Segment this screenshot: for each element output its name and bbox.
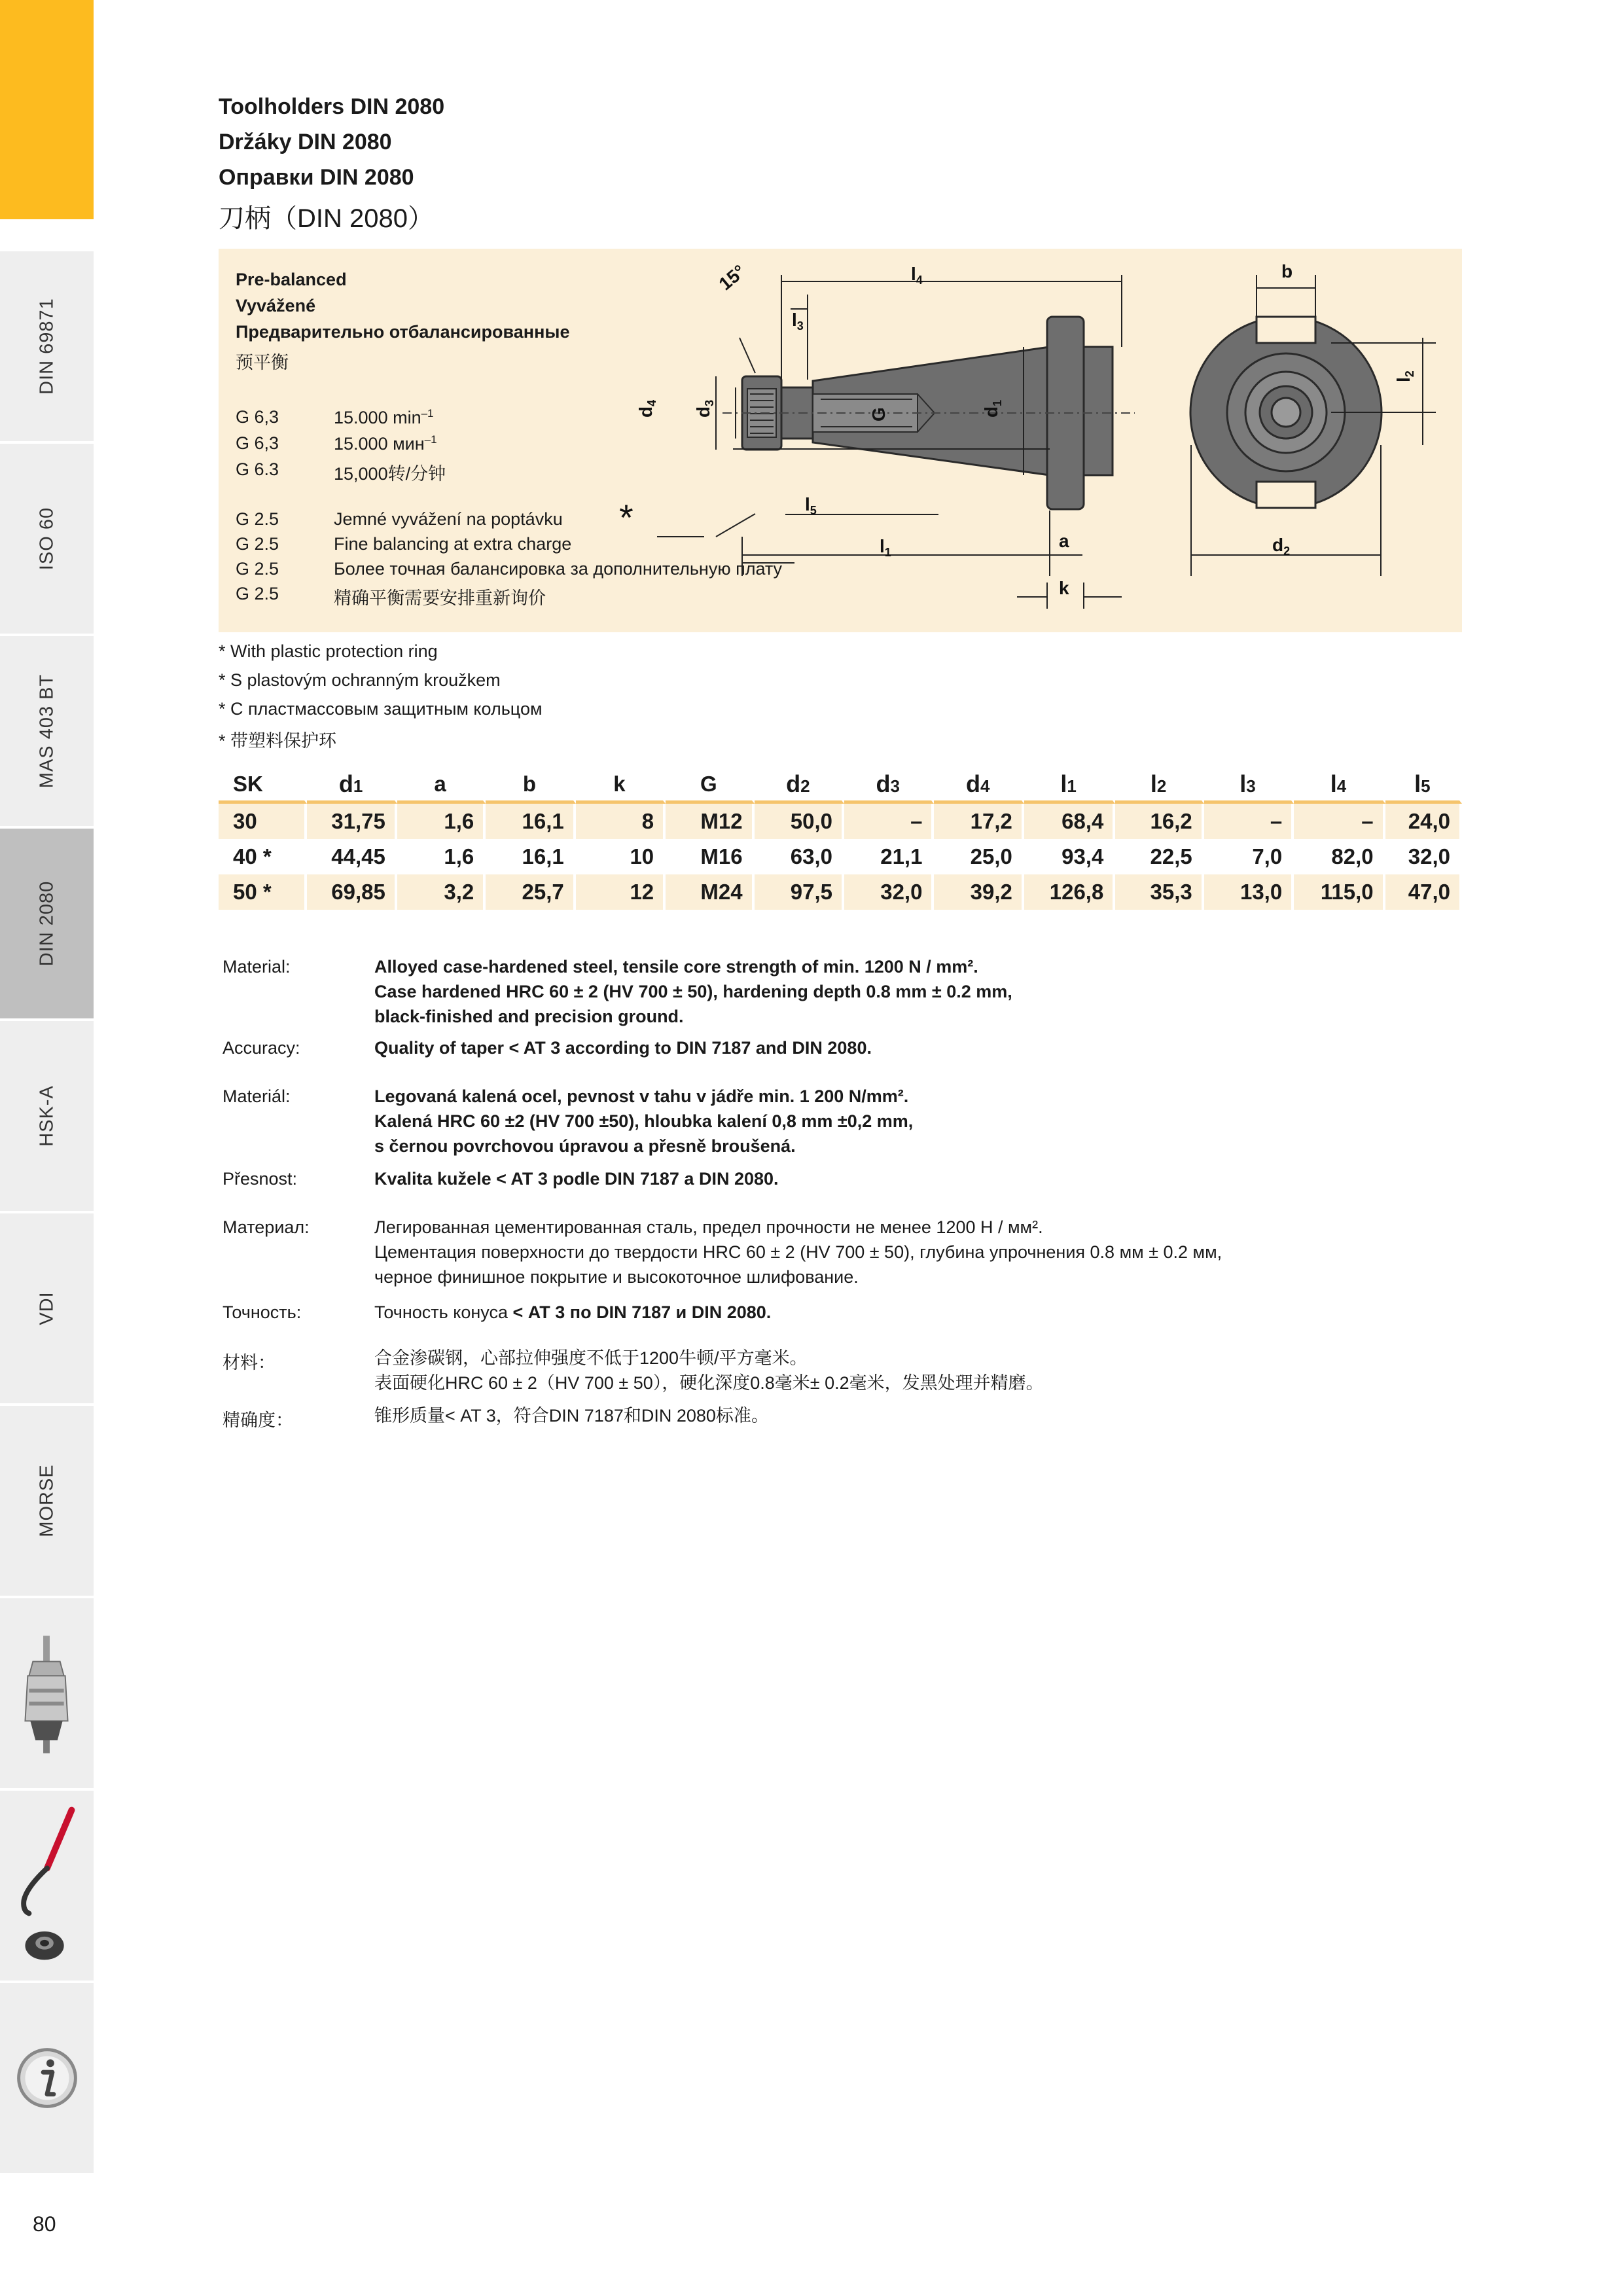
- svg-text:l2: $l_2$: [1393, 370, 1416, 382]
- table-cell: 50 *: [219, 874, 307, 910]
- col-header-d3: d3: [844, 767, 934, 804]
- sidebar-accent-block: [0, 0, 94, 219]
- col-header-l2: l2: [1115, 767, 1204, 804]
- svg-text:l4: $l_4$: [911, 264, 923, 287]
- table-cell: 63,0: [755, 839, 844, 874]
- g25-grade: G 2.5: [236, 509, 279, 529]
- sidebar-tab-wrench[interactable]: [0, 1788, 94, 1981]
- col-header-b: b: [486, 767, 575, 804]
- page-title-ru: Оправки DIN 2080: [219, 165, 414, 190]
- table-cell: 115,0: [1294, 874, 1385, 910]
- toolholder-drawing: [219, 249, 1462, 632]
- svg-text:15°: 15°: [715, 260, 749, 295]
- svg-text:l1: $l_1$: [880, 536, 891, 559]
- col-header-d4: d4: [934, 767, 1024, 804]
- sidebar-tab-info[interactable]: [0, 1981, 94, 2173]
- table-cell: 22,5: [1115, 839, 1204, 874]
- table-header-row: [219, 767, 1462, 804]
- accuracy-label-zh: 精确度：: [223, 1410, 293, 1430]
- g63-speed: 15,000转/分钟: [334, 464, 446, 484]
- accuracy-label-cz: Přesnost:: [223, 1169, 298, 1189]
- table-cell: –: [844, 804, 934, 839]
- sidebar-tab-iso-60[interactable]: [0, 441, 94, 634]
- table-cell: 39,2: [934, 874, 1024, 910]
- material-label-en: Material:: [223, 957, 291, 977]
- g63-grade: G 6.3: [236, 459, 279, 479]
- col-header-d1: d1: [307, 767, 397, 804]
- sidebar-tab-label: MORSE: [36, 1464, 57, 1537]
- info-panel: [219, 249, 1462, 632]
- prebalanced-zh: 预平衡: [236, 353, 289, 372]
- svg-text:*: *: [619, 497, 633, 538]
- material-text-zh: 合金渗碳钢，心部拉伸强度不低于1200牛顿/平方毫米。 表面硬化HRC 60 ± 2（HV 700 ± 50），硬化深度0.8毫米± 0.2毫米，发黑处理并精磨。: [374, 1348, 1044, 1393]
- accuracy-text-zh: 锥形质量< AT 3，符合DIN 7187和DIN 2080标准。: [374, 1406, 769, 1426]
- table-cell: –: [1294, 804, 1385, 839]
- table-cell: 97,5: [755, 874, 844, 910]
- material-label-ru: Материал:: [223, 1217, 310, 1237]
- table-cell: 44,45: [307, 839, 397, 874]
- sidebar-tab-label: VDI: [36, 1291, 57, 1325]
- accuracy-text-en: Quality of taper < AT 3 according to DIN 7187 and DIN 2080.: [374, 1038, 872, 1058]
- g25-grade: G 2.5: [236, 584, 279, 603]
- table-cell: 24,0: [1385, 804, 1462, 839]
- table-cell: M12: [666, 804, 754, 839]
- sidebar-tab-label: ISO 60: [36, 507, 57, 571]
- accuracy-text-ru: Точность конуса < AT 3 по DIN 7187 и DIN 2080.: [374, 1302, 772, 1322]
- accuracy-text-cz: Kvalita kužele < AT 3 podle DIN 7187 a DIN 2080.: [374, 1169, 779, 1189]
- footnote-cz: * S plastovým ochranným kroužkem: [219, 670, 501, 690]
- g63-speed: 15.000 мин$^{-1}$: [334, 433, 437, 454]
- info-icon: [0, 1983, 94, 2173]
- col-header-l3: l3: [1204, 767, 1294, 804]
- material-text-en: Alloyed case-hardened steel, tensile core strength of min. 1200 N / mm². Case hardened HRC 60 ± 2 (HV 700 ± 50), hardening depth 0.8 mm ± 0.2 mm, black-finished and precision ground.: [374, 957, 1012, 1026]
- table-cell: 30: [219, 804, 307, 839]
- material-label-cz: Materiál:: [223, 1086, 291, 1106]
- table-cell: –: [1204, 804, 1294, 839]
- g63-speed: 15.000 $\min^{-1}$: [334, 407, 434, 427]
- table-row: [219, 804, 1462, 839]
- table-cell: 50,0: [755, 804, 844, 839]
- g25-text: Более точная балансировка за дополнительную плату: [334, 559, 783, 579]
- material-text-cz: Legovaná kalená ocel, pevnost v tahu v jádře min. 1 200 N/mm². Kalená HRC 60 ±2 (HV 700 ±50), hloubka kalení 0,8 mm ±0,2 mm, s černou povrchovou úpravou a přesně broušená.: [374, 1086, 914, 1156]
- table-cell: 68,4: [1024, 804, 1115, 839]
- sidebar-tab-din-2080[interactable]: [0, 826, 94, 1018]
- table-cell: 93,4: [1024, 839, 1115, 874]
- table-cell: 8: [576, 804, 666, 839]
- table-cell: 25,0: [934, 839, 1024, 874]
- col-header-l4: l4: [1294, 767, 1385, 804]
- col-header-k: k: [576, 767, 666, 804]
- footnote-zh: * 带塑料保护环: [219, 731, 337, 751]
- accuracy-label-en: Accuracy:: [223, 1038, 300, 1058]
- g63-grade: G 6,3: [236, 407, 279, 427]
- col-header-l1: l1: [1024, 767, 1115, 804]
- table-row: [219, 839, 1462, 874]
- sidebar-tab-morse[interactable]: [0, 1403, 94, 1596]
- svg-text:d3: $d_3$: [693, 399, 716, 418]
- table-cell: 12: [576, 874, 666, 910]
- table-cell: 21,1: [844, 839, 934, 874]
- sidebar-tab-label: HSK-A: [36, 1085, 57, 1147]
- table-cell: 25,7: [486, 874, 575, 910]
- g25-text: 精确平衡需要安排重新询价: [334, 588, 546, 608]
- g25-grade: G 2.5: [236, 559, 279, 579]
- table-cell: 16,2: [1115, 804, 1204, 839]
- g63-grade: G 6,3: [236, 433, 279, 453]
- svg-text:a: a: [1059, 531, 1069, 551]
- hook-wrench-icon: [0, 1791, 94, 1981]
- col-header-d2: d2: [755, 767, 844, 804]
- sidebar-tab-drill-chuck[interactable]: [0, 1596, 94, 1788]
- svg-text:G: G: [868, 407, 889, 422]
- sidebar-tab-vdi[interactable]: [0, 1211, 94, 1403]
- page-title-en: Toolholders DIN 2080: [219, 94, 445, 119]
- svg-text:d1: $d_1$: [981, 399, 1004, 418]
- table-cell: 40 *: [219, 839, 307, 874]
- page-number: 80: [33, 2212, 56, 2236]
- sidebar-tab-din-69871[interactable]: [0, 249, 94, 441]
- prebalanced-cz: Vyvážené: [236, 296, 316, 315]
- table-cell: 1,6: [397, 839, 486, 874]
- table-cell: 31,75: [307, 804, 397, 839]
- svg-text:d2: $d_2$: [1272, 535, 1291, 558]
- g25-text: Jemné vyvážení na poptávku: [334, 509, 563, 529]
- table-row: [219, 874, 1462, 910]
- footnote-ru: * С пластмассовым защитным кольцом: [219, 699, 543, 719]
- table-cell: 10: [576, 839, 666, 874]
- sidebar-tab-label: DIN 69871: [36, 298, 57, 395]
- table-cell: 13,0: [1204, 874, 1294, 910]
- col-header-sk: SK: [219, 767, 307, 804]
- sidebar-tab-label: DIN 2080: [36, 880, 57, 967]
- footnote-en: * With plastic protection ring: [219, 641, 438, 661]
- table-cell: 7,0: [1204, 839, 1294, 874]
- page-title-cz: Držáky DIN 2080: [219, 130, 392, 154]
- svg-text:d4: $d_4$: [635, 399, 658, 418]
- svg-text:b: b: [1281, 261, 1293, 281]
- table-cell: 47,0: [1385, 874, 1462, 910]
- page-title-zh: 刀柄（DIN 2080）: [219, 204, 434, 233]
- material-label-zh: 材料：: [223, 1353, 276, 1372]
- sidebar-tab-mas-403-bt[interactable]: [0, 634, 94, 826]
- prebalanced-ru: Предварительно отбалансированные: [236, 322, 570, 342]
- table-cell: 126,8: [1024, 874, 1115, 910]
- material-text-ru: Легированная цементированная сталь, предел прочности не менее 1200 Н / мм². Цементация поверхности до твердости HRC 60 ± 2 (HV 700 ± 50), глубина упрочнения 0.8 мм ± 0.2 мм, черное финишное покрытие и высокоточное шлифование.: [374, 1217, 1222, 1287]
- col-header-l5: l5: [1385, 767, 1462, 804]
- g25-grade: G 2.5: [236, 534, 279, 554]
- table-cell: 17,2: [934, 804, 1024, 839]
- table-cell: 1,6: [397, 804, 486, 839]
- svg-text:l3: $l_3$: [792, 310, 804, 332]
- spec-table: [219, 767, 1462, 910]
- col-header-g: G: [666, 767, 754, 804]
- table-cell: M16: [666, 839, 754, 874]
- table-cell: 32,0: [844, 874, 934, 910]
- sidebar-tab-hsk-a[interactable]: [0, 1018, 94, 1211]
- table-cell: M24: [666, 874, 754, 910]
- svg-text:k: k: [1059, 578, 1069, 598]
- table-cell: 69,85: [307, 874, 397, 910]
- table-cell: 82,0: [1294, 839, 1385, 874]
- prebalanced-en: Pre-balanced: [236, 270, 347, 289]
- table-cell: 16,1: [486, 804, 575, 839]
- g25-text: Fine balancing at extra charge: [334, 534, 572, 554]
- svg-text:l5: $l_5$: [805, 494, 817, 517]
- table-cell: 16,1: [486, 839, 575, 874]
- accuracy-label-ru: Точность:: [223, 1302, 302, 1322]
- table-cell: 35,3: [1115, 874, 1204, 910]
- table-cell: 3,2: [397, 874, 486, 910]
- sidebar: [0, 0, 94, 2173]
- drill-chuck-icon: [0, 1598, 94, 1788]
- col-header-a: a: [397, 767, 486, 804]
- table-cell: 32,0: [1385, 839, 1462, 874]
- sidebar-tab-label: MAS 403 BT: [36, 673, 57, 789]
